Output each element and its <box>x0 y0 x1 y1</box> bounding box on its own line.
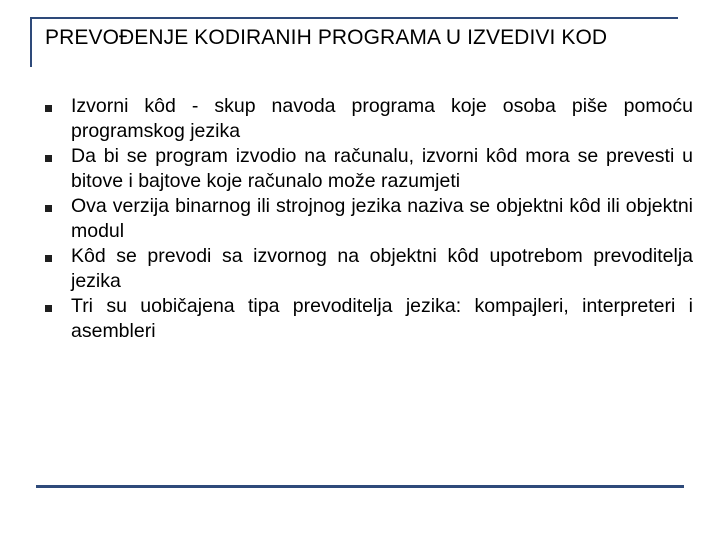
bullet-text: Kôd se prevodi sa izvornog na objektni kôd upotrebom prevoditelja jezika <box>71 245 693 292</box>
square-bullet-icon <box>45 155 52 162</box>
bullet-item <box>45 244 693 294</box>
bottom-divider-line <box>36 485 684 488</box>
title-frame-left-line <box>30 17 32 67</box>
title-frame-top-line <box>30 17 678 19</box>
bullet-text: Ova verzija binarnog ili strojnog jezika naziva se objektni kôd ili objektni modul <box>71 195 693 242</box>
slide-title: PREVOĐENJE KODIRANIH PROGRAMA U IZVEDIVI KOD <box>45 26 608 49</box>
square-bullet-icon <box>45 205 52 212</box>
bullet-text: Izvorni kôd - skup navoda programa koje osoba piše pomoću programskog jezika <box>71 95 693 142</box>
bullet-list <box>45 94 693 344</box>
square-bullet-icon <box>45 255 52 262</box>
bullet-text: Tri su uobičajena tipa prevoditelja jezika: kompajleri, interpreteri i asembleri <box>71 295 693 342</box>
square-bullet-icon <box>45 305 52 312</box>
bullet-item <box>45 94 693 144</box>
bullet-item <box>45 144 693 194</box>
square-bullet-icon <box>45 105 52 112</box>
bullet-text: Da bi se program izvodio na računalu, izvorni kôd mora se prevesti u bitove i bajtove koje računalo može razumjeti <box>71 145 693 192</box>
bullet-item <box>45 294 693 344</box>
bullet-item <box>45 194 693 244</box>
